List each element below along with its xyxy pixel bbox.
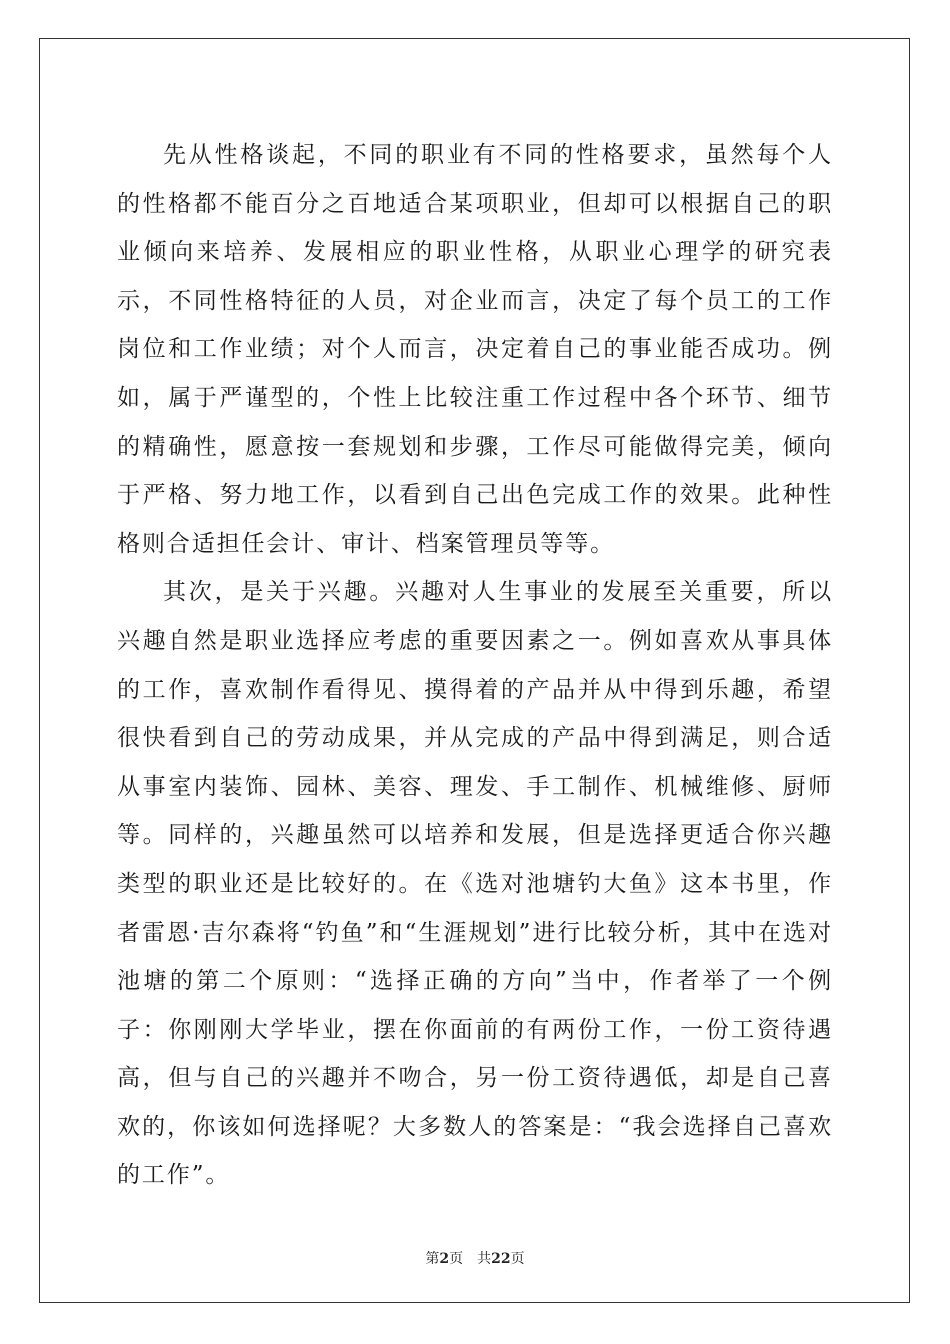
page-footer (0, 1248, 950, 1268)
page-current: 2 (439, 1251, 450, 1267)
page-suffix: 页 (449, 1251, 464, 1267)
page-prefix: 第 (425, 1251, 440, 1267)
paragraph-interest: 其次，是关于兴趣。兴趣对人生事业的发展至关重要，所以兴趣自然是职业选择应考虑的重要因素之一。例如喜欢从事具体的工作，喜欢制作看得见、摸得着的产品并从中得到乐趣，希望很快看到自己的劳动成果，并从完成的产品中得到满足，则合适从事室内装饰、园林、美容、理发、手工制作、机械维修、厨师等。同样的，兴趣虽然可以培养和发展，但是选择更适合你兴趣类型的职业还是比较好的。在《选对池塘钓大鱼》这本书里，作者雷恩·吉尔森将“钓鱼”和“生涯规划”进行比较分析，其中在选对池塘的第二个原则：“选择正确的方向”当中，作者举了一个例子：你刚刚大学毕业，摆在你面前的有两份工作，一份工资待遇高，但与自己的兴趣并不吻合，另一份工资待遇低，却是自己喜欢的，你该如何选择呢？大多数人的答案是：“我会选择自己喜欢的工作”。 (117, 579, 833, 1189)
document-body (117, 131, 833, 1200)
total-prefix: 共 (477, 1251, 492, 1267)
paragraph-personality: 先从性格谈起，不同的职业有不同的性格要求，虽然每个人的性格都不能百分之百地适合某项职业，但却可以根据自己的职业倾向来培养、发展相应的职业性格，从职业心理学的研究表示，不同性格特征的人员，对企业而言，决定了每个员工的工作岗位和工作业绩；对个人而言，决定着自己的事业能否成功。例如，属于严谨型的，个性上比较注重工作过程中各个环节、细节的精确性，愿意按一套规划和步骤，工作尽可能做得完美，倾向于严格、努力地工作，以看到自己出色完成工作的效果。此种性格则合适担任会计、审计、档案管理员等等。 (117, 142, 833, 557)
page-total: 22 (491, 1251, 511, 1267)
total-suffix: 页 (510, 1251, 525, 1267)
